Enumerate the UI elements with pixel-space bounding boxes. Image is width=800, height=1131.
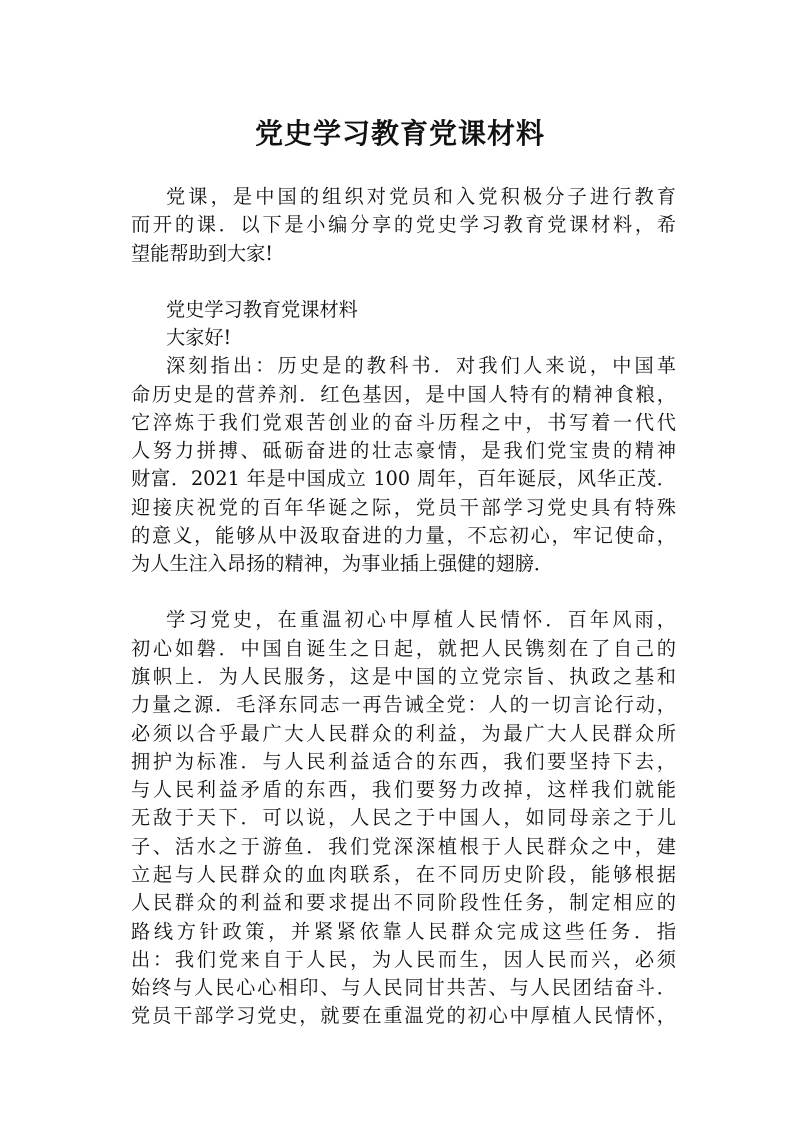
text-line: 出：我们党来自于人民，为人民而生，因人民而兴，必须 xyxy=(131,948,676,971)
text-line: 力量之源．毛泽东同志一再告诫全党：人的一切言论行动， xyxy=(131,693,676,716)
text-line: 与人民利益矛盾的东西，我们要努力改掉，这样我们就能 xyxy=(131,778,676,801)
text-line: 望能帮助到大家! xyxy=(131,242,274,265)
text-line: 党员干部学习党史，就要在重温党的初心中厚植人民情怀， xyxy=(131,1004,676,1027)
text-line: 子、活水之于游鱼．我们党深深植根于人民群众之中，建 xyxy=(131,835,676,858)
text-line: 旗帜上．为人民服务，这是中国的立党宗旨、执政之基和 xyxy=(131,665,676,688)
text-line: 拥护为标准．与人民利益适合的东西，我们要坚持下去， xyxy=(131,750,676,773)
text-line: 党课，是中国的组织对党员和入党积极分子进行教育 xyxy=(166,185,676,208)
text-line: 学习党史，在重温初心中厚植人民情怀．百年风雨， xyxy=(166,608,676,631)
text-line: 立起与人民群众的血肉联系，在不同历史阶段，能够根据 xyxy=(131,863,676,886)
text-line: 初心如磐．中国自诞生之日起，就把人民镌刻在了自己的 xyxy=(131,637,676,660)
text-line: 人民群众的利益和要求提出不同阶段性任务，制定相应的 xyxy=(131,891,676,914)
text-line: 为人生注入昂扬的精神，为事业插上强健的翅膀． xyxy=(131,552,554,575)
text-line: 人努力拼搏、砥砺奋进的壮志豪情，是我们党宝贵的精神 xyxy=(131,439,676,462)
text-line: 而开的课．以下是小编分享的党史学习教育党课材料，希 xyxy=(131,213,676,236)
document-title: 党史学习教育党课材料 xyxy=(254,117,545,150)
text-line: 的意义，能够从中汲取奋进的力量，不忘初心，牢记使命， xyxy=(131,524,676,547)
text-line: 无敌于天下．可以说，人民之于中国人，如同母亲之于儿 xyxy=(131,806,676,829)
text-line: 路线方针政策，并紧紧依靠人民群众完成这些任务．指 xyxy=(131,920,676,943)
greeting-line: 大家好! xyxy=(166,326,232,349)
text-line: 迎接庆祝党的百年华诞之际，党员干部学习党史具有特殊 xyxy=(131,496,676,519)
text-line: 它淬炼于我们党艰苦创业的奋斗历程之中，书写着一代代 xyxy=(131,411,676,434)
text-line: 始终与人民心心相印、与人民同甘共苦、与人民团结奋斗． xyxy=(131,976,676,999)
text-line: 命历史是的营养剂．红色基因，是中国人特有的精神食粮， xyxy=(131,383,676,406)
text-line: 必须以合乎最广大人民群众的利益，为最广大人民群众所 xyxy=(131,722,676,745)
subtitle-line: 党史学习教育党课材料 xyxy=(166,298,358,321)
text-line: 财富．2021 年是中国成立 100 周年，百年诞辰，风华正茂． xyxy=(131,467,676,490)
text-line: 深刻指出：历史是的教科书．对我们人来说，中国革 xyxy=(166,354,676,377)
